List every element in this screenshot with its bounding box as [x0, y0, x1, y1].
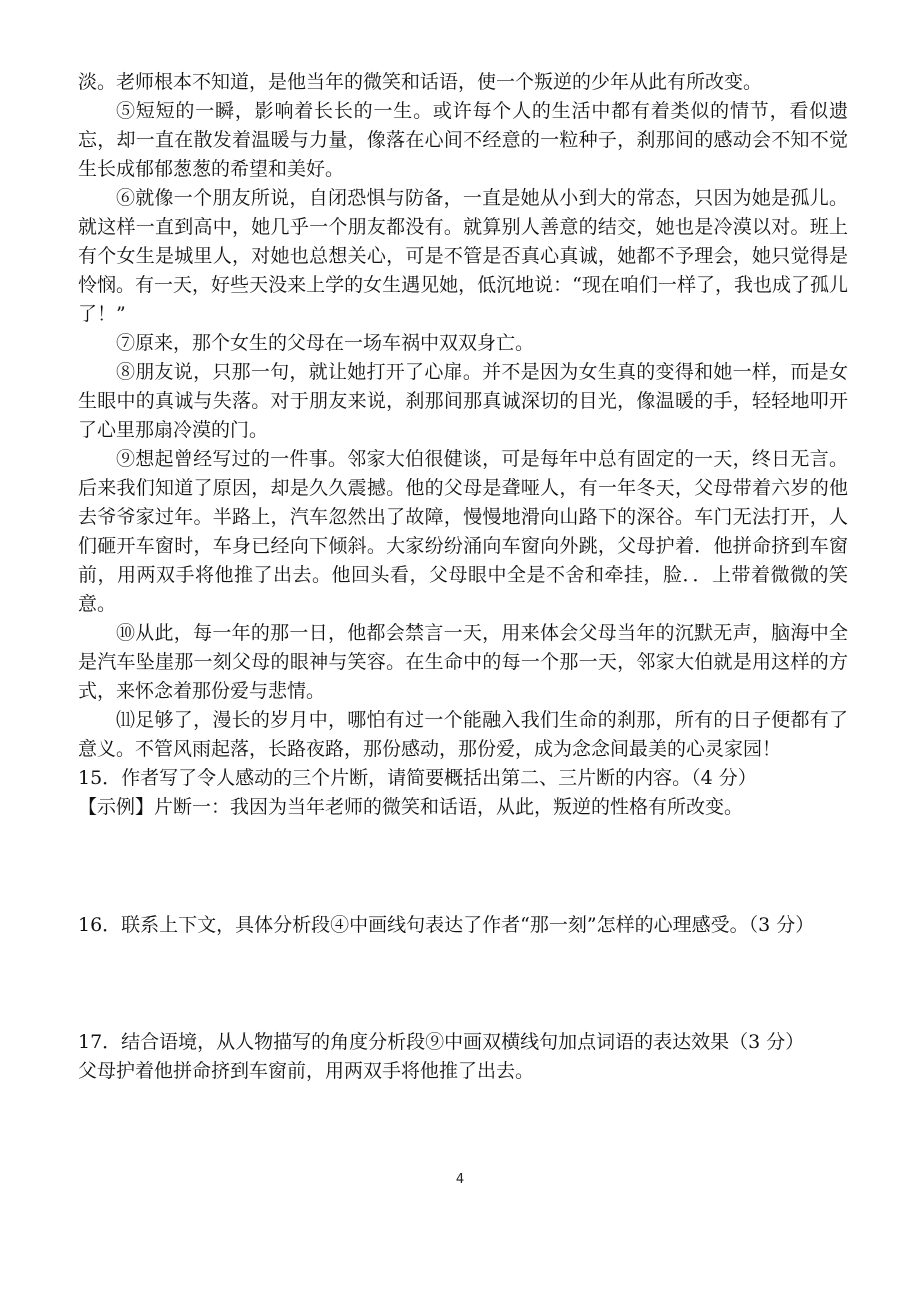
- question-16: 16．联系上下文，具体分析段④中画线句表达了作者“那一刻”怎样的心理感受。（3 分）: [78, 914, 815, 936]
- question-17-quote: 父母护着他拼命挤到车窗前，用两双手将他推了出去。: [78, 1060, 535, 1082]
- paragraph-6: ⑥就像一个朋友所说，自闭恐惧与防备，一直是她从小到大的常态，只因为她是孤儿。就这样一直到高中，她几乎一个朋友都没有。就算别人善意的结交，她也是冷漠以对。班上有个女生是城里人，对她也总想关心，可是不管是否真心真诚，她都不予理会，她只觉得是怜悯。有一天，好些天没来上学的女生遇见她，低沉地说：“现在咱们一样了，我也成了孤儿了！”: [78, 187, 848, 325]
- question-15: 15．作者写了令人感动的三个片断，请简要概括出第二、三片断的内容。（4 分）: [78, 767, 757, 789]
- paragraph-8: ⑧朋友说，只那一句，就让她打开了心扉。并不是因为女生真的变得和她一样，而是女生眼中的真诚与失落。对于朋友来说，刹那间那真诚深切的目光，像温暖的手，轻轻地叩开了心里那扇冷漠的门。: [78, 361, 848, 441]
- question-17: 17．结合语境，从人物描写的角度分析段⑨中画双横线句加点词语的表达效果（3 分）: [78, 1031, 805, 1053]
- paragraph-9: ⑨想起曾经写过的一件事。邻家大伯很健谈，可是每年中总有固定的一天，终日无言。后来我们知道了原因，却是久久震撼。他的父母是聋哑人，有一年冬天，父母带着六岁的他去爷爷家过年。半路上，汽车忽然出了故障，慢慢地滑向山路下的深谷。车门无法打开，人们砸开车窗时，车身已经向下倾斜。大家纷纷涌向车窗向外跳，父母护着．他拼命挤到车窗前，用两双手将他推了出去。他回头看，父母眼中全是不舍和牵挂，脸．．上带着微微的笑意。: [78, 448, 848, 615]
- paragraph-10: ⑩从此，每一年的那一日，他都会禁言一天，用来体会父母当年的沉默无声，脑海中全是汽车坠崖那一刻父母的眼神与笑容。在生命中的每一个那一天，邻家大伯就是用这样的方式，来怀念着那份爱与悲情。: [78, 622, 848, 702]
- reading-passage: [78, 68, 848, 1086]
- paragraph-7: ⑦原来，那个女生的父母在一场车祸中双双身亡。: [116, 332, 535, 354]
- page-number: 4: [455, 1172, 465, 1187]
- answer-space-16: [78, 940, 848, 1028]
- paragraph-11: ⑾足够了，漫长的岁月中，哪怕有过一个能融入我们生命的刹那，所有的日子便都有了意义。不管风雨起落，长路夜路，那份感动，那份爱，成为念念间最美的心灵家园！: [78, 709, 848, 760]
- paragraph-4-continued: 淡。老师根本不知道，是他当年的微笑和话语，使一个叛逆的少年从此有所改变。: [78, 71, 763, 93]
- paragraph-5: ⑤短短的一瞬，影响着长长的一生。或许每个人的生活中都有着类似的情节，看似遗忘，却一直在散发着温暖与力量，像落在心间不经意的一粒种子，刹那间的感动会不知不觉生长成郁郁葱葱的希望和美好。: [78, 100, 848, 180]
- answer-space-15: [78, 822, 848, 911]
- question-15-example: 【示例】片断一：我因为当年老师的微笑和话语，从此，叛逆的性格有所改变。: [78, 796, 744, 818]
